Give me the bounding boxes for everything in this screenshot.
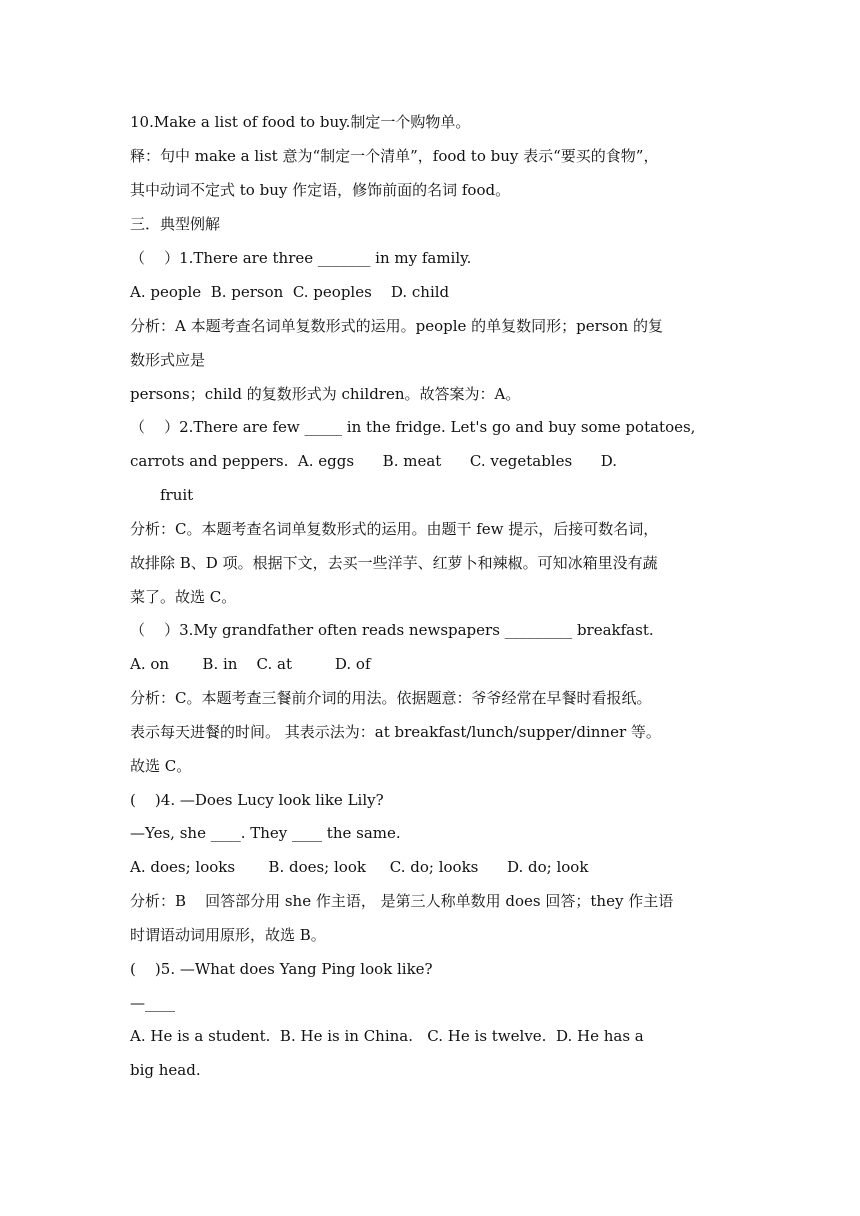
question-2: （ ）2.There are few _____ in the fridge. Let's go and buy some potatoes, <box>130 418 696 436</box>
question-3: （ ）3.My grandfather often reads newspapers _________ breakfast. <box>130 621 654 639</box>
vocab-item-10: 10.Make a list of food to buy.制定一个购物单。 <box>130 113 471 131</box>
analysis-1: persons；child 的复数形式为 children。故答案为：A。 <box>130 385 521 403</box>
question-5: ( )5. —What does Yang Ping look like? <box>130 960 433 978</box>
analysis-3: 分析：C。本题考查三餐前介词的用法。依据题意：爷爷经常在早餐时看报纸。 <box>130 689 652 707</box>
question-4: —Yes, she ____. They ____ the same. <box>130 824 401 842</box>
analysis-1: 数形式应是 <box>130 351 206 369</box>
analysis-2: 分析：C。本题考查名词单复数形式的运用。由题干 few 提示，后接可数名词， <box>130 520 659 538</box>
analysis-3: 表示每天进餐的时间。 其表示法为：at breakfast/lunch/supper/dinner 等。 <box>130 723 661 741</box>
question-2-options: fruit <box>160 486 194 504</box>
question-2-options: carrots and peppers. A. eggs B. meat C. vegetables D. <box>130 452 618 470</box>
analysis-4: 分析：B 回答部分用 she 作主语， 是第三人称单数用 does 回答；they 作主语 <box>130 892 674 910</box>
analysis-2: 故排除 B、D 项。根据下文，去买一些洋芋、红萝卜和辣椒。可知冰箱里没有蔬 <box>130 554 658 572</box>
question-5-options: A. He is a student. B. He is in China. C. He is twelve. D. He has a <box>130 1027 644 1045</box>
question-4: ( )4. —Does Lucy look like Lily? <box>130 791 384 809</box>
analysis-1: 分析：A 本题考查名词单复数形式的运用。people 的单复数同形；person 的复 <box>130 317 663 335</box>
question-5-options: big head. <box>130 1061 201 1079</box>
question-3-options: A. on B. in C. at D. of <box>130 655 371 673</box>
analysis-2: 菜了。故选 C。 <box>130 588 237 606</box>
section-heading: 三．典型例解 <box>130 215 221 233</box>
question-1: （ ）1.There are three _______ in my family. <box>130 249 472 267</box>
explanation-line: 释：句中 make a list 意为“制定一个清单”，food to buy 表示“要买的食物”， <box>130 147 659 165</box>
question-1-options: A. people B. person C. peoples D. child <box>130 283 450 301</box>
question-4-options: A. does; looks B. does; look C. do; looks D. do; look <box>130 858 589 876</box>
explanation-line: 其中动词不定式 to buy 作定语，修饰前面的名词 food。 <box>130 181 511 199</box>
question-5: —____ <box>130 994 175 1012</box>
analysis-4: 时谓语动词用原形，故选 B。 <box>130 926 326 944</box>
analysis-3: 故选 C。 <box>130 757 192 775</box>
